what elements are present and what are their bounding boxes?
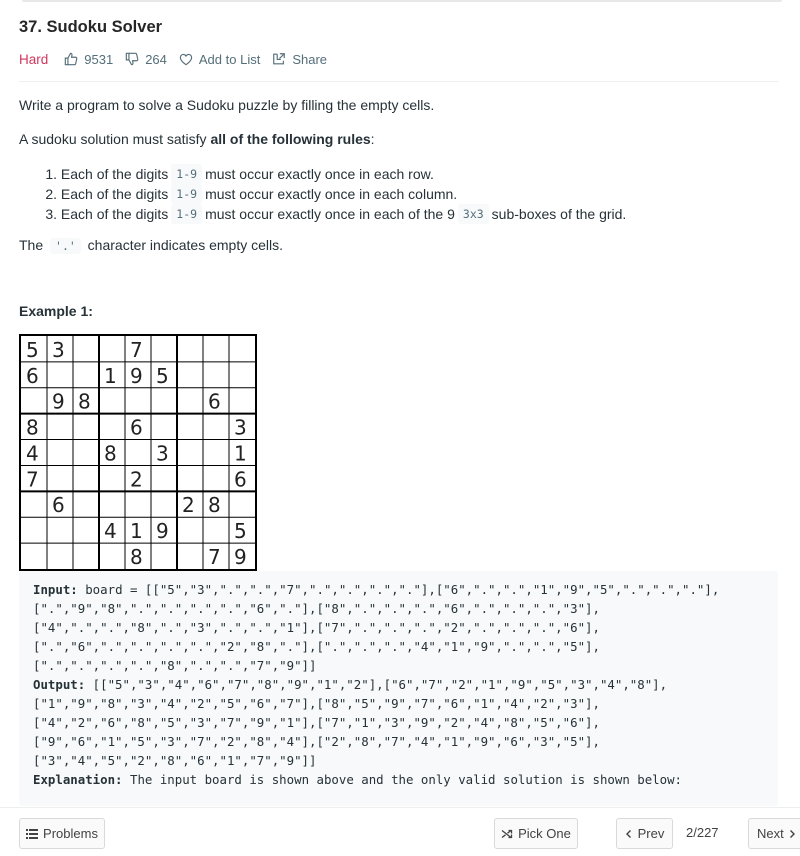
sudoku-cell-digit: 4: [26, 441, 39, 466]
thumbs-up-icon: [64, 52, 78, 66]
rule-item: [19, 204, 626, 224]
rules-intro-bold: all of the following rules: [210, 131, 371, 147]
sudoku-cell-digit: 1: [234, 441, 247, 466]
rule-text: must occur exactly once in each column.: [205, 186, 458, 202]
rule-code: 3x3: [458, 204, 489, 224]
sudoku-cell-digit: 9: [52, 389, 65, 414]
sudoku-cell-digit: 8: [26, 415, 39, 440]
sudoku-cell-digit: 9: [156, 519, 169, 544]
dislike-button[interactable]: [125, 52, 167, 67]
problems-button[interactable]: [19, 818, 105, 849]
sudoku-cell-digit: 8: [104, 441, 117, 466]
chevron-left-icon: [625, 829, 633, 839]
share-label: Share: [292, 51, 328, 67]
output-line: ["9","6","1","5","3","7","2","8","4"],["2","8","7","4","1","9","6","3","5"],: [33, 734, 600, 749]
sudoku-cell-digit: 9: [234, 545, 247, 569]
example-code-block: [19, 571, 778, 806]
rule-code: 1-9: [171, 204, 202, 224]
share-button[interactable]: [272, 52, 327, 67]
sudoku-cell-digit: 1: [130, 519, 143, 544]
thumbs-down-icon: [125, 52, 139, 66]
output-line: ["3","4","5","2","8","6","1","7","9"]]: [33, 753, 317, 768]
explanation-text: The input board is shown above and the only valid solution is shown below:: [122, 772, 683, 787]
sudoku-cell-digit: 5: [26, 337, 39, 362]
sudoku-cell-digit: 3: [156, 441, 169, 466]
prev-button[interactable]: [616, 818, 673, 849]
next-label: Next: [757, 826, 784, 841]
top-edge: [0, 0, 800, 4]
intro-text: Write a program to solve a Sudoku puzzle by filling the empty cells.: [19, 97, 435, 113]
sudoku-cell-digit: 6: [234, 467, 247, 492]
sudoku-cell-digit: 6: [26, 363, 39, 388]
output-line: ["1","9","8","3","4","2","5","6","7"],["8","5","9","7","6","1","4","2","3"],: [33, 696, 600, 711]
input-text: board = [["5","3",".",".","7",".",".",".","."],["6",".",".","1","9","5",".",".","."],: [77, 582, 720, 597]
output-line: [33, 677, 667, 692]
rule-text: Each of the digits: [60, 186, 169, 202]
sudoku-cell-digit: 7: [208, 545, 221, 569]
dislike-count: 264: [145, 51, 167, 67]
sudoku-cell-digit: 7: [130, 337, 143, 362]
rule-item: [19, 184, 626, 204]
example-heading: Example 1:: [19, 303, 93, 319]
input-line: [33, 582, 719, 597]
input-line: ["4",".",".","8",".","3",".",".","1"],["7",".",".",".","2",".",".",".","6"],: [33, 620, 600, 635]
note-text: The: [19, 237, 48, 253]
bottom-bar: [0, 807, 800, 856]
add-to-list-label: Add to List: [198, 51, 261, 67]
shuffle-icon: [501, 828, 513, 840]
output-text: [["5","3","4","6","7","8","9","1","2"],["6","7","2","1","9","5","3","4","8"],: [85, 677, 668, 692]
rule-text: must occur exactly once in each of the 9: [205, 206, 455, 222]
rules-intro-prefix: A sudoku solution must satisfy: [19, 131, 211, 147]
heart-icon: [179, 53, 193, 66]
empty-cells-note: [19, 237, 283, 253]
add-to-list-button[interactable]: [179, 52, 260, 67]
like-button[interactable]: [64, 52, 113, 67]
list-icon: [26, 829, 38, 839]
sudoku-cell-digit: 6: [130, 415, 143, 440]
rule-number: 1.: [45, 166, 57, 182]
note-text: character indicates empty cells.: [83, 237, 283, 253]
rule-number: 3.: [45, 206, 57, 222]
sudoku-board-image: [19, 334, 257, 571]
sudoku-cell-digit: 3: [234, 415, 247, 440]
input-line: [".","6",".",".",".",".","2","8","."],[".",".",".","4","1","9",".",".","5"],: [33, 639, 600, 654]
sudoku-grid: [21, 336, 255, 569]
sudoku-cell-digit: 2: [182, 493, 195, 518]
pick-one-label: Pick One: [518, 826, 571, 841]
sudoku-cell-digit: 4: [104, 519, 117, 544]
rules-intro: [19, 131, 375, 147]
problem-meta: [19, 50, 339, 68]
output-line: ["4","2","6","8","5","3","7","9","1"],["7","1","3","9","2","4","8","5","6"],: [33, 715, 600, 730]
problem-title: 37. Sudoku Solver: [19, 18, 163, 36]
rule-text: sub-boxes of the grid.: [491, 206, 627, 222]
rule-number: 2.: [45, 186, 57, 202]
rule-text: Each of the digits: [60, 206, 169, 222]
input-line: [".","9","8",".",".",".",".","6","."],["8",".",".",".","6",".",".",".","3"],: [33, 601, 600, 616]
header-divider: [19, 81, 778, 82]
sudoku-cell-digit: 3: [52, 337, 65, 362]
sudoku-cell-digit: 8: [130, 545, 143, 569]
sudoku-cell-digit: 7: [26, 467, 39, 492]
rule-text: must occur exactly once in each row.: [205, 166, 434, 182]
note-code: '.': [50, 238, 81, 254]
sudoku-cell-digit: 8: [78, 389, 91, 414]
rule-code: 1-9: [171, 184, 202, 204]
sudoku-cell-digit: 6: [208, 389, 221, 414]
rules-list: [19, 164, 626, 224]
difficulty-badge: Hard: [19, 51, 49, 67]
sudoku-cell-digit: 9: [130, 363, 143, 388]
output-label: Output:: [33, 677, 86, 692]
rule-code: 1-9: [171, 164, 202, 184]
prev-label: Prev: [637, 826, 665, 841]
like-count: 9531: [84, 51, 114, 67]
input-line: [".",".",".",".","8",".",".","7","9"]]: [33, 658, 317, 673]
sudoku-cell-digit: 8: [208, 493, 221, 518]
sudoku-cell-digit: 5: [234, 519, 247, 544]
sudoku-cell-digit: 1: [104, 363, 117, 388]
sudoku-cell-digit: 5: [156, 363, 169, 388]
page-counter: 2/227: [686, 825, 719, 840]
next-button[interactable]: [748, 818, 800, 849]
chevron-right-icon: [788, 829, 796, 839]
sudoku-cell-digit: 2: [130, 467, 143, 492]
pick-one-button[interactable]: [494, 818, 578, 849]
rule-text: Each of the digits: [60, 166, 169, 182]
input-label: Input:: [33, 582, 78, 597]
problems-label: Problems: [43, 826, 98, 841]
explanation-line: [33, 772, 682, 787]
share-icon: [272, 52, 286, 66]
rules-intro-suffix: :: [370, 131, 375, 147]
rule-item: [19, 164, 626, 184]
explanation-label: Explanation:: [33, 772, 123, 787]
sudoku-cell-digit: 6: [52, 493, 65, 518]
